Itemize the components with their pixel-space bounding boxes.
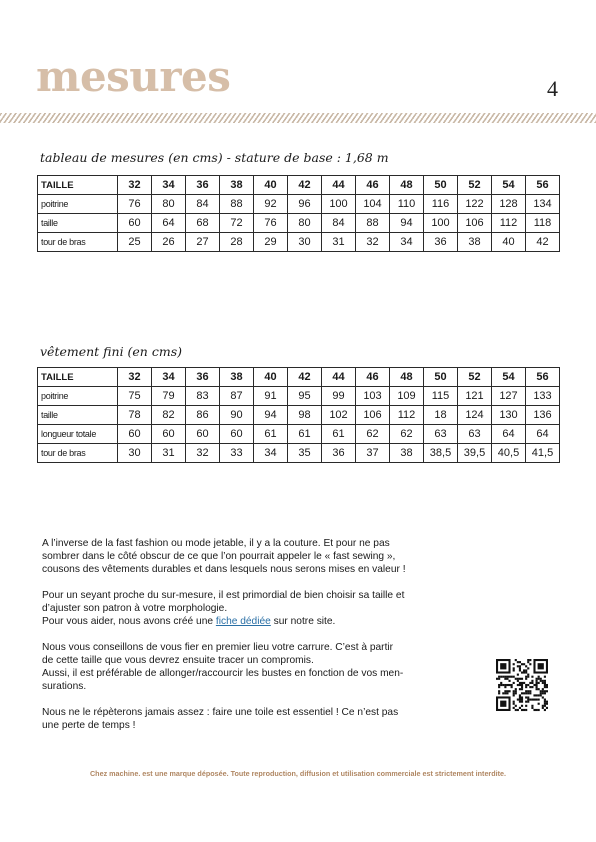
size-header-cell: 54: [492, 176, 526, 195]
paragraph-4: Nous ne le répèterons jamais assez : faire une toile est essentiel ! Ce n’est pas une perte de temps !: [42, 707, 399, 731]
table-cell: 27: [186, 233, 220, 252]
table-cell: 110: [390, 195, 424, 214]
table-cell: 41,5: [526, 444, 560, 463]
table-row: [38, 195, 560, 214]
paragraph-2a: Pour un seyant proche du sur-mesure, il est primordial de bien choisir sa taille et d’ajuster son patron à votre morphologie.: [42, 590, 405, 614]
table-cell: 92: [254, 195, 288, 214]
row-label: poitrine: [38, 195, 118, 214]
size-header-cell: 48: [390, 176, 424, 195]
table-cell: 62: [390, 425, 424, 444]
size-header-cell: 40: [254, 368, 288, 387]
table-cell: 103: [356, 387, 390, 406]
table-cell: 100: [322, 195, 356, 214]
size-header-cell: 54: [492, 368, 526, 387]
table-cell: 116: [424, 195, 458, 214]
size-header-cell: 52: [458, 368, 492, 387]
fiche-dediee-link[interactable]: fiche dédiée: [215, 616, 271, 627]
row-label: taille: [38, 214, 118, 233]
size-header-cell: 32: [118, 176, 152, 195]
table-cell: 40: [492, 233, 526, 252]
row-label: tour de bras: [38, 444, 118, 463]
table-cell: 61: [254, 425, 288, 444]
size-header-cell: 38: [220, 368, 254, 387]
table2-title: vêtement fini (en cms): [40, 344, 182, 359]
table-cell: 40,5: [492, 444, 526, 463]
table-cell: 78: [118, 406, 152, 425]
table-cell: 112: [390, 406, 424, 425]
table-cell: 82: [152, 406, 186, 425]
table-cell: 72: [220, 214, 254, 233]
size-header-cell: 50: [424, 368, 458, 387]
table-row: [38, 214, 560, 233]
table-cell: 25: [118, 233, 152, 252]
table-cell: 80: [152, 195, 186, 214]
row-label: taille: [38, 406, 118, 425]
table-cell: 63: [458, 425, 492, 444]
qr-code[interactable]: [496, 658, 548, 738]
table-cell: 94: [390, 214, 424, 233]
size-header-cell: 52: [458, 176, 492, 195]
table-cell: 83: [186, 387, 220, 406]
size-header-label: TAILLE: [38, 176, 118, 195]
table-cell: 84: [186, 195, 220, 214]
size-header-cell: 34: [152, 368, 186, 387]
table-cell: 115: [424, 387, 458, 406]
table-cell: 133: [526, 387, 560, 406]
table-cell: 26: [152, 233, 186, 252]
table-cell: 87: [220, 387, 254, 406]
size-header-cell: 40: [254, 176, 288, 195]
table-cell: 130: [492, 406, 526, 425]
table-cell: 124: [458, 406, 492, 425]
table-cell: 63: [424, 425, 458, 444]
table-cell: 127: [492, 387, 526, 406]
table-cell: 86: [186, 406, 220, 425]
table-cell: 106: [356, 406, 390, 425]
table-cell: 98: [288, 406, 322, 425]
size-header-cell: 34: [152, 176, 186, 195]
table-cell: 64: [152, 214, 186, 233]
table-cell: 76: [254, 214, 288, 233]
table-cell: 80: [288, 214, 322, 233]
size-header-cell: 56: [526, 368, 560, 387]
table-cell: 76: [118, 195, 152, 214]
footer-notice: Chez machine. est une marque déposée. Toute reproduction, diffusion et utilisation commerciale est strictement interdite.: [89, 769, 507, 778]
table-cell: 34: [254, 444, 288, 463]
row-label: longueur totale: [38, 425, 118, 444]
table-cell: 62: [356, 425, 390, 444]
table-cell: 31: [152, 444, 186, 463]
paragraph-2b-before: Pour vous aider, nous avons créé une: [42, 616, 216, 627]
paragraph-2b: [42, 616, 335, 627]
table-cell: 61: [288, 425, 322, 444]
table-cell: 29: [254, 233, 288, 252]
size-header-cell: 46: [356, 368, 390, 387]
size-header-label: TAILLE: [38, 368, 118, 387]
table-cell: 38,5: [424, 444, 458, 463]
table-cell: 96: [288, 195, 322, 214]
table-cell: 79: [152, 387, 186, 406]
paragraph-1: A l’inverse de la fast fashion ou mode jetable, il y a la couture. Et pour ne pas sombrer dans le côté obscur de ce que l’on pourrait appeler le « fast sewing », cousons des vêtements durables et dans lesquels nous serons mises en valeur !: [42, 538, 406, 575]
table-cell: 84: [322, 214, 356, 233]
table-cell: 32: [356, 233, 390, 252]
size-header-cell: 42: [288, 176, 322, 195]
row-label: poitrine: [38, 387, 118, 406]
table-cell: 18: [424, 406, 458, 425]
table-cell: 39,5: [458, 444, 492, 463]
table-cell: 31: [322, 233, 356, 252]
page-number: 4: [547, 76, 558, 101]
table-cell: 28: [220, 233, 254, 252]
hatched-divider: [0, 113, 596, 123]
table-cell: 36: [424, 233, 458, 252]
size-header-row: [38, 368, 560, 387]
table-cell: 102: [322, 406, 356, 425]
finished-garment-table: [37, 367, 560, 463]
size-header-cell: 44: [322, 176, 356, 195]
paragraph-3: Nous vous conseillons de vous fier en premier lieu votre carrure. C’est à partir de cette taille que vous devrez ensuite tracer un compromis. Aussi, il est préférable de allonger/raccourcir les bustes en fonction de vos men- surations.: [42, 642, 404, 692]
table-cell: 109: [390, 387, 424, 406]
table-cell: 88: [220, 195, 254, 214]
body-text: [42, 537, 482, 745]
table-cell: 60: [118, 425, 152, 444]
table-cell: 60: [186, 425, 220, 444]
table-row: [38, 406, 560, 425]
size-header-cell: 44: [322, 368, 356, 387]
table-cell: 42: [526, 233, 560, 252]
measurements-table: [37, 175, 560, 252]
size-header-cell: 32: [118, 368, 152, 387]
table-cell: 121: [458, 387, 492, 406]
table-cell: 122: [458, 195, 492, 214]
size-header-cell: 48: [390, 368, 424, 387]
table-cell: 61: [322, 425, 356, 444]
table-cell: 100: [424, 214, 458, 233]
table-row: [38, 425, 560, 444]
paragraph-2: [42, 589, 482, 628]
paragraph-2b-after: sur notre site.: [270, 616, 336, 627]
table-cell: 95: [288, 387, 322, 406]
table-cell: 35: [288, 444, 322, 463]
table-cell: 30: [288, 233, 322, 252]
size-header-cell: 36: [186, 368, 220, 387]
table-cell: 88: [356, 214, 390, 233]
table-cell: 64: [526, 425, 560, 444]
table-row: [38, 387, 560, 406]
table-cell: 99: [322, 387, 356, 406]
table-cell: 33: [220, 444, 254, 463]
size-header-row: [38, 176, 560, 195]
size-header-cell: 36: [186, 176, 220, 195]
table-cell: 60: [118, 214, 152, 233]
table-cell: 134: [526, 195, 560, 214]
table-cell: 106: [458, 214, 492, 233]
table-cell: 104: [356, 195, 390, 214]
table-cell: 75: [118, 387, 152, 406]
table-cell: 136: [526, 406, 560, 425]
size-header-cell: 38: [220, 176, 254, 195]
size-header-cell: 42: [288, 368, 322, 387]
table-cell: 68: [186, 214, 220, 233]
table-cell: 91: [254, 387, 288, 406]
table1-title: tableau de mesures (en cms) - stature de base : 1,68 m: [40, 150, 389, 165]
size-header-cell: 56: [526, 176, 560, 195]
table-cell: 60: [220, 425, 254, 444]
table-cell: 128: [492, 195, 526, 214]
table-cell: 32: [186, 444, 220, 463]
table-cell: 37: [356, 444, 390, 463]
table-cell: 38: [458, 233, 492, 252]
table-cell: 36: [322, 444, 356, 463]
table-row: [38, 233, 560, 252]
row-label: tour de bras: [38, 233, 118, 252]
size-header-cell: 46: [356, 176, 390, 195]
table-cell: 34: [390, 233, 424, 252]
table-cell: 60: [152, 425, 186, 444]
table-cell: 30: [118, 444, 152, 463]
table-cell: 118: [526, 214, 560, 233]
size-header-cell: 50: [424, 176, 458, 195]
page-title: mesures: [36, 52, 231, 101]
table-cell: 90: [220, 406, 254, 425]
table-cell: 94: [254, 406, 288, 425]
table-cell: 38: [390, 444, 424, 463]
table-cell: 64: [492, 425, 526, 444]
table-cell: 112: [492, 214, 526, 233]
table-row: [38, 444, 560, 463]
